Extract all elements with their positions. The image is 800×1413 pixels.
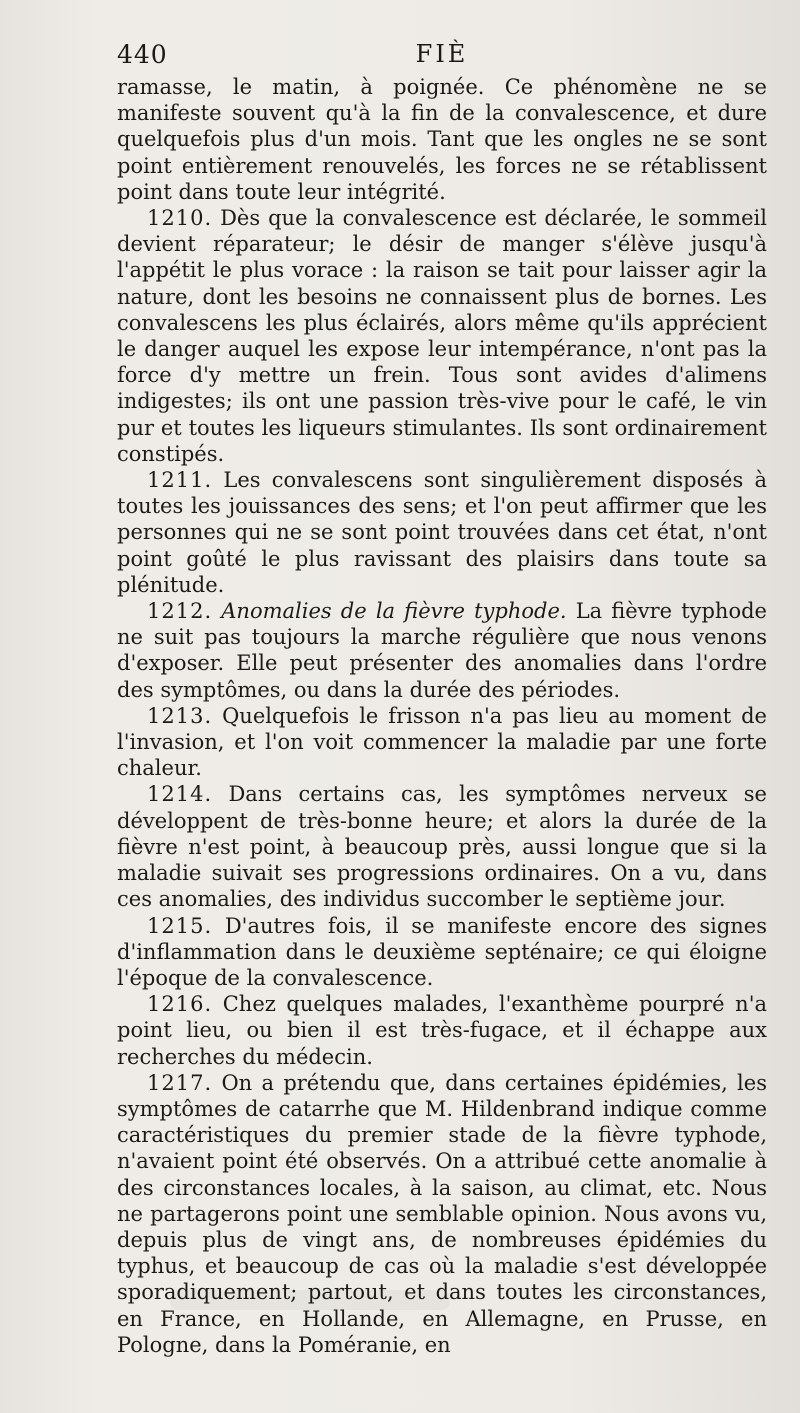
paragraph-1212 xyxy=(117,598,767,703)
running-head: FIÈ xyxy=(415,40,469,68)
paragraph-number: 1211. xyxy=(147,468,213,493)
paragraph-text: Dès que la convalescence est déclarée, le sommeil devient réparateur; le désir de manger s'élève jusqu'à l'appétit le plus vorace : la raison se tait pour laisser agir la nature, dont les besoins ne connaissent plus de bornes. Les convalescens les plus éclairés, alors même qu'ils apprécient le danger auquel les expose leur intempérance, n'ont pas la force d'y mettre un frein. Tous sont avides d'alimens indigestes; ils ont une passion très-vive pour le café, le vin pur et toutes les liqueurs stimulantes. Ils sont ordinairement constipés. xyxy=(117,206,767,466)
paragraph-number: 1214. xyxy=(147,782,213,807)
page-number: 440 xyxy=(117,40,168,69)
paragraph-text: Quelquefois le frisson n'a pas lieu au moment de l'invasion, et l'on voit commencer la maladie par une forte chaleur. xyxy=(117,703,767,781)
bleed-through-smudge xyxy=(170,1290,450,1310)
paragraph-number: 1216. xyxy=(147,992,213,1017)
paragraph-1210 xyxy=(117,205,767,467)
paragraph-1215 xyxy=(117,913,767,992)
paragraph-text: Chez quelques malades, l'exanthème pourpré n'a point lieu, ou bien il est très-fugace, et il échappe aux recherches du médecin. xyxy=(117,992,767,1069)
paragraph-1217 xyxy=(117,1070,767,1358)
section-heading: Anomalies de la fièvre typhode. xyxy=(221,599,567,624)
paragraph-text: Dans certains cas, les symptômes nerveux se développent de très-bonne heure; et alors la durée de la fièvre n'est point, à beaucoup près, aussi longue que si la maladie suivait ses progressions ordinaires. On a vu, dans ces anomalies, des individus succomber le septième jour. xyxy=(117,782,767,912)
paragraph-number: 1212. xyxy=(147,599,213,624)
paragraph-text: D'autres fois, il se manifeste encore des signes d'inflammation dans le deuxième septénaire; ce qui éloigne l'époque de la convalescence. xyxy=(117,913,767,990)
paragraph-1213 xyxy=(117,703,767,782)
paragraph-text: Les convalescens sont singulièrement disposés à toutes les jouissances des sens; et l'on peut affirmer que les personnes qui ne se sont point trouvées dans cet état, n'ont point goûté le plus ravissant des plaisirs dans toute sa plénitude. xyxy=(117,468,767,597)
paragraph-1211 xyxy=(117,467,767,598)
paragraph-number: 1217. xyxy=(147,1070,213,1095)
paragraph-number: 1210. xyxy=(147,206,213,231)
paragraph-number: 1213. xyxy=(147,703,213,728)
paragraph-1216 xyxy=(117,991,767,1070)
body-text xyxy=(117,74,767,1358)
paragraph-text: On a prétendu que, dans certaines épidémies, les symptômes de catarrhe que M. Hildenbrand indique comme caractéristiques du premier stade de la fièvre typhode, n'avaient point été observés. On a attribué cette anomalie à des circonstances locales, à la saison, au climat, etc. Nous ne partagerons point une semblable opinion. Nous avons vu, depuis plus de vingt ans, de nombreuses épidémies du typhus, et beaucoup de cas où la maladie s'est développée sporadiquement; partout, et dans toutes les circonstances, en France, en Hollande, en Allemagne, en Prusse, en Pologne, dans la Poméranie, en xyxy=(117,1070,767,1357)
paragraph-text: La fièvre typhode ne suit pas toujours la marche régulière que nous venons d'exposer. Elle peut présenter des anomalies dans l'ordre des symptômes, ou dans la durée des périodes. xyxy=(117,599,767,702)
paragraph-text: ramasse, le matin, à poignée. Ce phénomène ne se manifeste souvent qu'à la fin de la convalescence, et dure quelquefois plus d'un mois. Tant que les ongles ne se sont point entièrement renouvelés, les forces ne se rétablissent point dans toute leur intégrité. xyxy=(117,75,767,204)
page-header xyxy=(117,40,767,74)
paragraph-1214 xyxy=(117,781,767,912)
paragraph-continuation xyxy=(117,74,767,205)
paragraph-number: 1215. xyxy=(147,913,213,938)
